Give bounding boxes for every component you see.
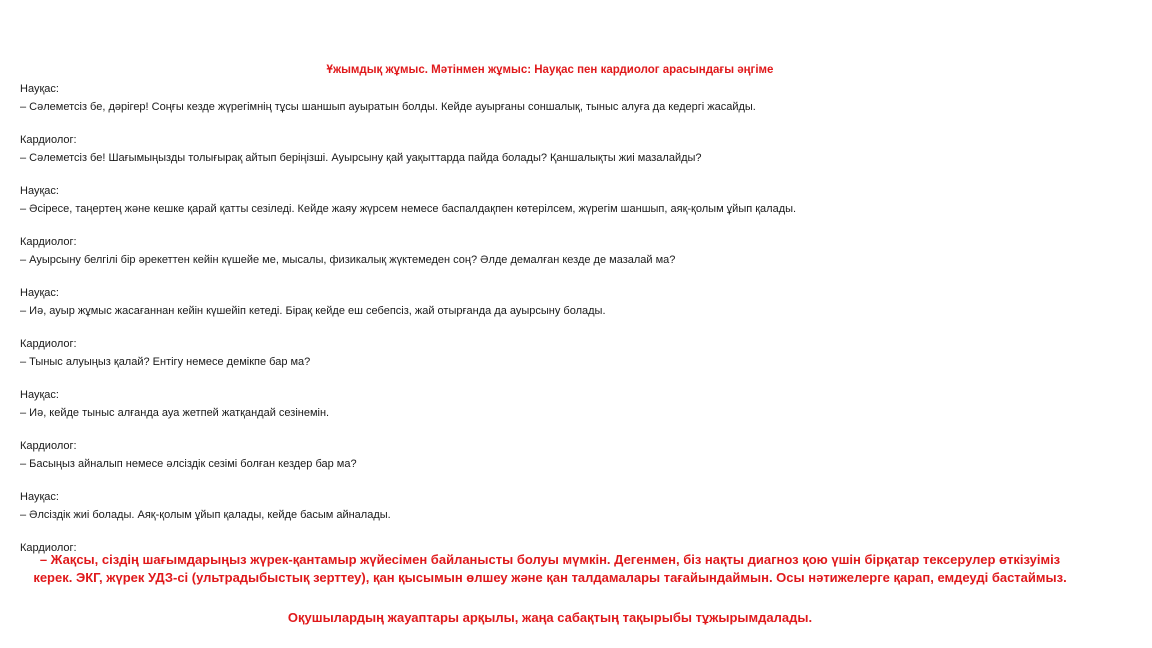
dialogue [20, 80, 1120, 557]
document-title: Ұжымдық жұмыс. Мәтінмен жұмыс: Науқас пен кардиолог арасындағы әңгіме [326, 64, 774, 76]
dialogue-turn [20, 131, 1120, 167]
dialogue-turn [20, 80, 1120, 116]
speaker-label: Кардиолог: [20, 440, 77, 452]
speaker-label: Науқас: [20, 389, 59, 401]
summary-note: Оқушылардың жауаптары арқылы, жаңа сабақтың тақырыбы тұжырымдалады. [287, 610, 813, 625]
speaker-label: Науқас: [20, 83, 59, 95]
utterance: – Сәлеметсіз бе, дәрігер! Соңғы кезде жүрегімнің тұсы шаншып ауыратын болды. Кейде ауырғаны соншалық, тыныс алуға да кедергі жасайды. [20, 101, 756, 113]
utterance: – Ауырсыну белгілі бір әрекеттен кейін күшейе ме, мысалы, физикалық жүктемеден соң? Әлде демалған кезде де мазалай ма? [20, 254, 676, 266]
utterance: – Иә, кейде тыныс алғанда ауа жетпей жатқандай сезінемін. [20, 407, 330, 419]
speaker-label: Науқас: [20, 287, 59, 299]
speaker-label: Науқас: [20, 491, 59, 503]
dialogue-turn [20, 488, 1120, 524]
utterance: – Сәлеметсіз бе! Шағымыңызды толығырақ айтып беріңізші. Ауырсыну қай уақыттарда пайда болады? Қаншалықты жиі мазалайды? [20, 152, 702, 164]
dialogue-turn [20, 386, 1120, 422]
speaker-label: Кардиолог: [20, 542, 77, 554]
speaker-label: Кардиолог: [20, 236, 77, 248]
speaker-label: Кардиолог: [20, 338, 77, 350]
utterance: – Иә, ауыр жұмыс жасағаннан кейін күшейіп кетеді. Бірақ кейде еш себепсіз, жай отырғанда да ауырсыну болады. [20, 305, 606, 317]
dialogue-turn [20, 437, 1120, 473]
dialogue-turn [20, 335, 1120, 371]
utterance: – Әсіресе, таңертең және кешке қарай қатты сезіледі. Кейде жаяу жүрсем немесе баспалдақпен көтерілсем, жүрегім шаншып, аяқ-қолым ұйып қалады. [20, 203, 797, 215]
final-utterance [0, 551, 1100, 587]
dialogue-turn [20, 284, 1120, 320]
speaker-label: Науқас: [20, 185, 59, 197]
utterance: – Тыныс алуыңыз қалай? Ентігу немесе демікпе бар ма? [20, 356, 311, 368]
utterance: – Басыңыз айналып немесе әлсіздік сезімі болған кездер бар ма? [20, 458, 357, 470]
final-utterance-text: – Жақсы, сіздің шағымдарыңыз жүрек-қантамыр жүйесімен байланысты болуы мүмкін. Дегенмен, біз нақты диагноз қою үшін бірқатар тексерулер өткізуіміз керек. ЭКГ, жүрек УДЗ-сі (ультрадыбыстық зерттеу), қан қысымын өлшеу және қан талдамалары тағайындаймын. Осы нәтижелерге қарап, емдеуді бастаймыз. [33, 552, 1067, 585]
dialogue-turn [20, 182, 1120, 218]
speaker-label: Кардиолог: [20, 134, 77, 146]
utterance: – Әлсіздік жиі болады. Аяқ-қолым ұйып қалады, кейде басым айналады. [20, 509, 391, 521]
dialogue-turn [20, 233, 1120, 269]
